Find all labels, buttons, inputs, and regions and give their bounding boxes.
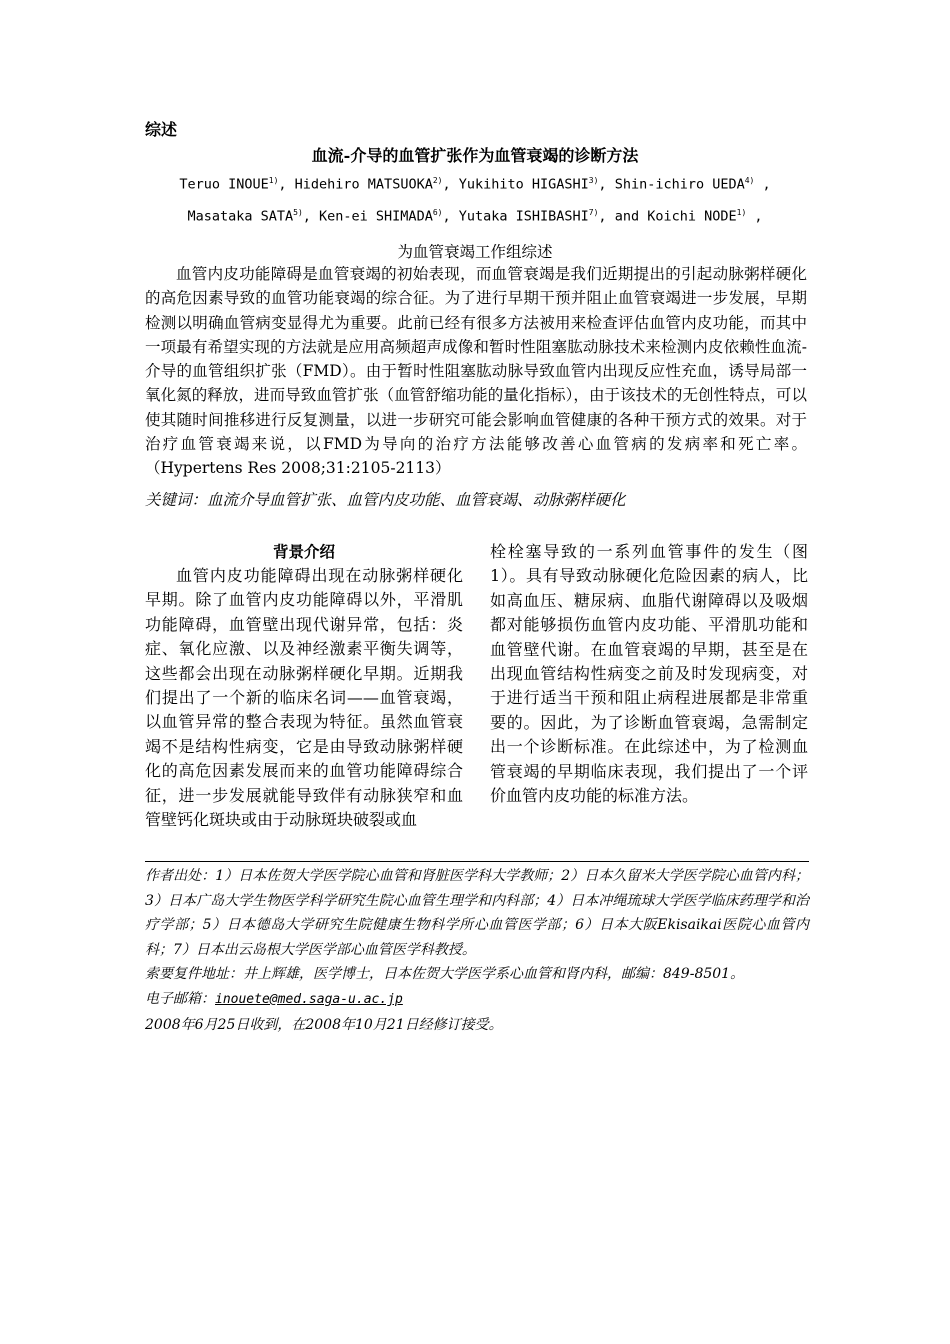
author-affiliation-mark: 4) [744, 176, 755, 185]
abstract-heading: 为血管衰竭工作组综述 [397, 243, 553, 261]
author-name: Shin-ichiro UEDA [614, 176, 745, 193]
affiliations-note: 作者出处：1）日本佐贺大学医学院心血管和肾脏医学科大学教师；2）日本久留米大学医学院心血管内科；3）日本广岛大学生物医学科学研究生院心血管生理学和内科部；4）日本冲绳琉球大学医学临床药理学和治疗学部；5）日本德岛大学研究生院健康生物科学所心血管医学部；6）日本大阪Ekisaikai医院心血管内科；7）日本出云岛根大学医学部心血管医学科教授。 [145, 868, 809, 958]
author-affiliation-mark: 6) [432, 207, 443, 217]
author-affiliation-mark: 7) [588, 207, 599, 217]
author-name: Ken-ei SHIMADA [319, 208, 433, 224]
author-name: Masataka SATA [187, 208, 294, 224]
section-heading-background: 背景介绍 [272, 542, 335, 561]
author-name: Koichi NODE [647, 208, 737, 224]
author-name: Teruo INOUE [179, 176, 269, 193]
email-label: 电子邮箱： [145, 990, 215, 1007]
body-right-column: 栓栓塞导致的一系列血管事件的发生（图1）。具有导致动脉硬化危险因素的病人，比如高血压、糖尿病、血脂代谢障碍以及吸烟都对能够损伤血管内皮功能、平滑肌功能和血管壁代谢。在血管衰竭的早期，甚至是在出现血管结构性病变之前及时发现病变，对于进行适当干预和阻止病程进展都是非常重要的。因此，为了诊断血管衰竭，急需制定出一个诊断标准。在此综述中，为了检测血管衰竭的早期临床表现，我们提出了一个评价血管内皮功能的标准方法。 [490, 542, 808, 806]
keywords: 关键词：血流介导血管扩张、血管内皮功能、血管衰竭、动脉粥样硬化 [145, 491, 626, 509]
article-title: 血流-介导的血管扩张作为血管衰竭的诊断方法 [311, 146, 639, 165]
author-line-2: Masataka SATA$^{5)}$, Ken-ei SHIMADA$^{6)}$, Yutaka ISHIBASHI$^{7)}$, and Koichi NODE$^{1)}$ , [187, 207, 763, 224]
email-link[interactable]: inouete@med.saga-u.ac.jp [215, 991, 403, 1007]
author-name: Hidehiro MATSUOKA [294, 176, 433, 193]
received-note: 2008年6月25日收到，在2008年10月21日经修订接受。 [145, 1016, 503, 1033]
author-name: Yukihito HIGASHI [458, 176, 589, 193]
author-affiliation-mark: 1) [736, 207, 747, 217]
author-affiliation-mark: 2) [432, 176, 443, 185]
abstract-text: 血管内皮功能障碍是血管衰竭的初始表现，而血管衰竭是我们近期提出的引起动脉粥样硬化的高危因素导致的血管功能衰竭的综合征。为了进行早期干预并阻止血管衰竭进一步发展，早期检测以明确血管病变显得尤为重要。此前已经有很多方法被用来检查评估血管内皮功能，而其中一项最有希望实现的方法就是应用高频超声成像和暂时性阻塞肱动脉技术来检测内皮依赖性血流-介导的血管组织扩张（FMD）。由于暂时性阻塞肱动脉导致血管内出现反应性充血，诱导局部一氧化氮的释放，进而导致血管扩张（血管舒缩功能的量化指标），由于该技术的无创性特点，可以使其随时间推移进行反复测量，以进一步研究可能会影响血管健康的各种干预方式的效果。对于治疗血管衰竭来说，以FMD为导向的治疗方法能够改善心血管病的发病率和死亡率。（Hypertens Res 2008;31:2105-2113） [145, 265, 807, 478]
footnotes [145, 864, 809, 1037]
author-affiliation-mark: 5) [293, 207, 303, 217]
author-line-1: Teruo INOUE$^{1)}$, Hidehiro MATSUOKA$^{2)}$, Yukihito HIGASHI$^{3)}$, Shin-ichiro UEDA$^{4)}$ , [179, 176, 771, 193]
author-connector: and [614, 208, 640, 224]
email-note [145, 987, 809, 1013]
footnote-divider [145, 861, 809, 862]
author-name: Yutaka ISHIBASHI [458, 208, 589, 224]
article-category: 综述 [145, 120, 178, 139]
author-list [150, 167, 800, 230]
body-left-column: 血管内皮功能障碍出现在动脉粥样硬化早期。除了血管内皮功能障碍以外，平滑肌功能障碍，血管壁出现代谢异常，包括：炎症、氧化应激、以及神经激素平衡失调等，这些都会出现在动脉粥样硬化早期。近期我们提出了一个新的临床名词——血管衰竭，以血管异常的整合表现为特征。虽然血管衰竭不是结构性病变，它是由导致动脉粥样硬化的高危因素发展而来的血管功能障碍综合征，进一步发展就能导致伴有动脉狭窄和血管壁钙化斑块或由于动脉斑块破裂或血 [145, 566, 463, 830]
author-affiliation-mark: 3) [588, 176, 599, 185]
author-affiliation-mark: 1) [268, 176, 279, 185]
correspondence-note: 索要复件地址：井上辉雄，医学博士，日本佐贺大学医学系心血管和肾内科，邮编：849-8501。 [145, 966, 745, 983]
